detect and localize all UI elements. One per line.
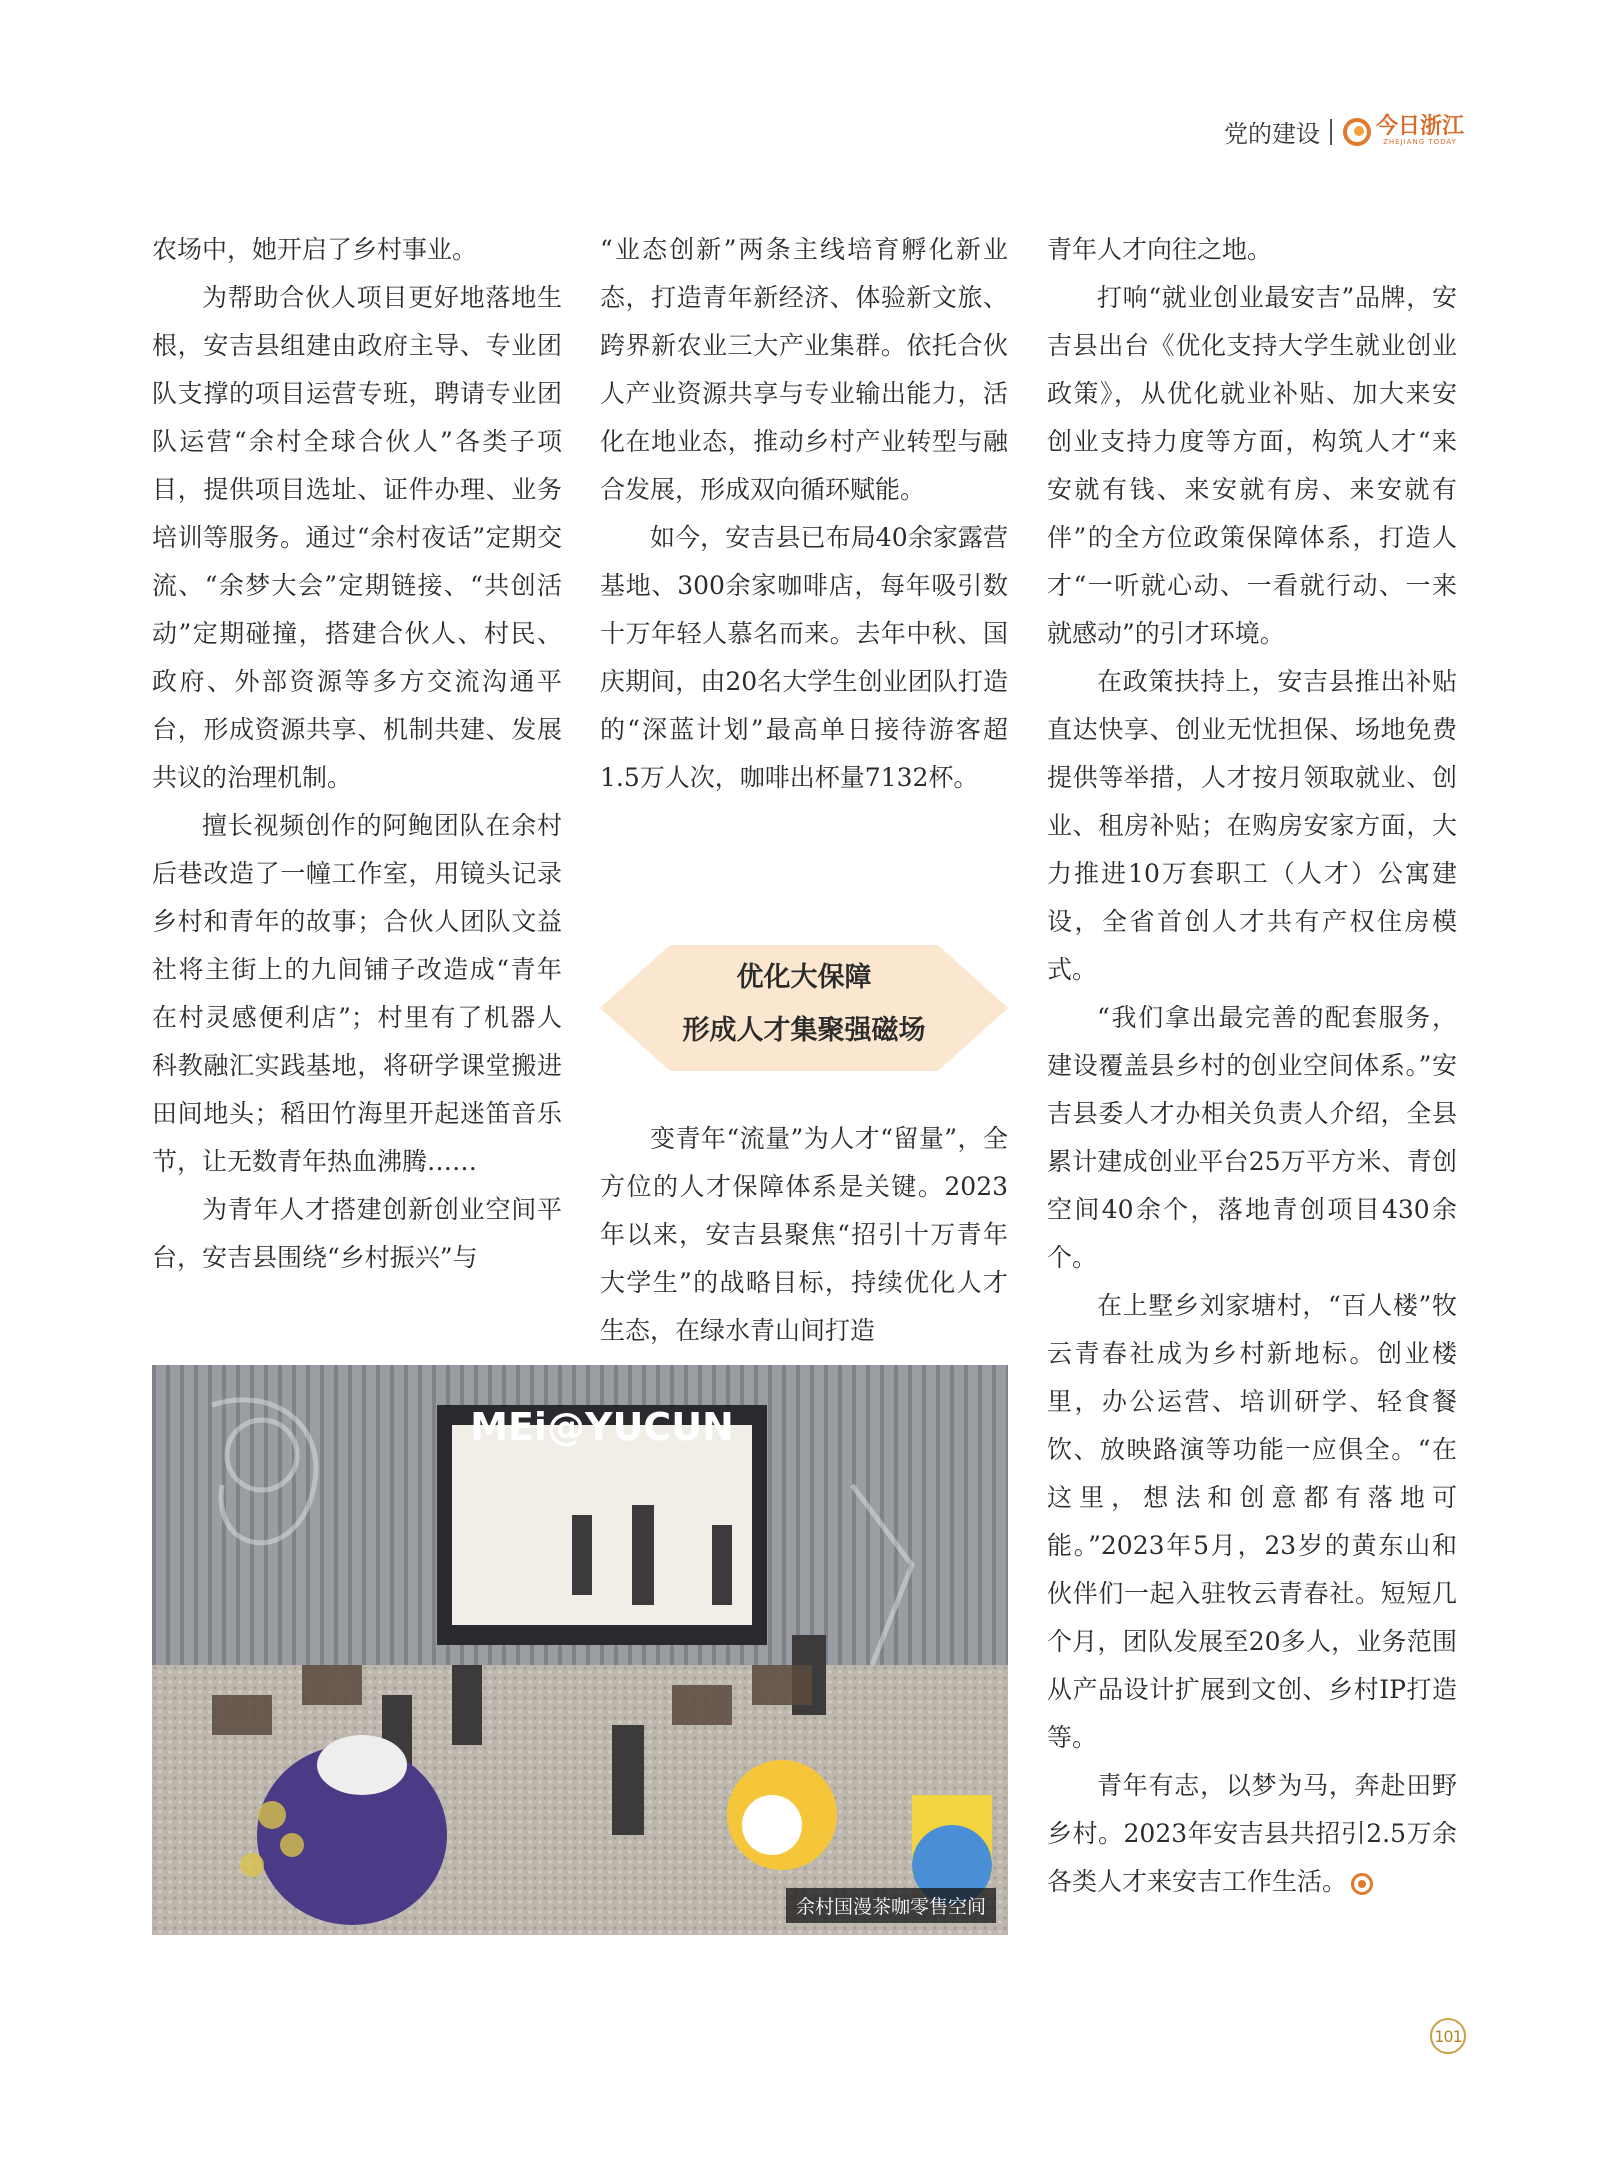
paragraph: 青年人才向往之地。 (1047, 235, 1273, 264)
article-column-1 (152, 226, 562, 1282)
paragraph: 变青年“流量”为人才“留量”，全方位的人才保障体系是关键。2023年以来，安吉县聚焦“招引十万青年大学生”的战略目标，持续优化人才生态，在绿水青山间打造 (600, 1124, 1008, 1345)
article-column-2 (600, 226, 1008, 802)
paragraph: 农场中，她开启了乡村事业。 (152, 235, 478, 264)
paragraph (1047, 1762, 1457, 1906)
section-subheading (600, 945, 1008, 1071)
final-paragraph-text: 青年有志，以梦为马，奔赴田野乡村。2023年安吉县共招引2.5万余各类人才来安吉工作生活。 (1047, 1771, 1457, 1896)
logo-subtitle: ZHEJIANG TODAY (1383, 138, 1457, 146)
photo-caption: 余村国漫茶咖零售空间 (786, 1888, 996, 1923)
paragraph: 为青年人才搭建创新创业空间平台，安吉县围绕“乡村振兴”与 (152, 1195, 562, 1272)
paragraph: “业态创新”两条主线培育孵化新业态，打造青年新经济、体验新文旅、跨界新农业三大产业集群。依托合伙人产业资源共享与专业输出能力，活化在地业态，推动乡村产业转型与融合发展，形成双向循环赋能。 (600, 235, 1008, 504)
photo-scene (152, 1365, 1008, 1935)
logo-swirl-icon (1342, 117, 1372, 147)
paragraph: “我们拿出最完善的配套服务，建设覆盖县乡村的创业空间体系。”安吉县委人才办相关负责人介绍，全县累计建成创业平台25万平方米、青创空间40余个，落地青创项目430余个。 (1047, 1003, 1457, 1272)
subheading-line-1: 优化大保障 (736, 962, 872, 993)
shop-sign-text: MEi@YUCUN (470, 1405, 734, 1449)
article-column-3 (1047, 226, 1457, 1906)
magazine-logo (1342, 116, 1464, 147)
article-column-2-continued (600, 1115, 1008, 1355)
logo-title: 今日浙江 (1375, 114, 1464, 139)
paragraph: 为帮助合伙人项目更好地落地生根，安吉县组建由政府主导、专业团队支撑的项目运营专班，聘请专业团队运营“余村全球合伙人”各类子项目，提供项目选址、证件办理、业务培训等服务。通过“余村夜话”定期交流、“余梦大会”定期链接、“共创活动”定期碰撞，搭建合伙人、村民、政府、外部资源等多方交流沟通平台，形成资源共享、机制共建、发展共议的治理机制。 (152, 283, 562, 792)
section-name: 党的建设 (1223, 120, 1320, 148)
paragraph: 在上墅乡刘家塘村，“百人楼”牧云青春社成为乡村新地标。创业楼里，办公运营、培训研学、轻食餐饮、放映路演等功能一应俱全。“在这里，想法和创意都有落地可能。”2023年5月，23岁的黄东山和伙伴们一起入驻牧云青春社。短短几个月，团队发展至20多人，业务范围从产品设计扩展到文创、乡村IP打造等。 (1047, 1291, 1457, 1752)
paragraph: 如今，安吉县已布局40余家露营基地、300余家咖啡店，每年吸引数十万年轻人慕名而来。去年中秋、国庆期间，由20名大学生创业团队打造的“深蓝计划”最高单日接待游客超1.5万人次，咖啡出杯量7132杯。 (600, 523, 1008, 792)
paragraph: 在政策扶持上，安吉县推出补贴直达快享、创业无忧担保、场地免费提供等举措，人才按月领取就业、创业、租房补贴；在购房安家方面，大力推进10万套职工（人才）公寓建设，全省首创人才共有产权住房模式。 (1047, 667, 1457, 984)
paragraph: 擅长视频创作的阿鲍团队在余村后巷改造了一幢工作室，用镜头记录乡村和青年的故事；合伙人团队文益社将主街上的九间铺子改造成“青年在村灵感便利店”；村里有了机器人科教融汇实践基地，将研学课堂搬进田间地头；稻田竹海里开起迷笛音乐节，让无数青年热血沸腾…… (152, 811, 562, 1176)
paragraph: 打响“就业创业最安吉”品牌，安吉县出台《优化支持大学生就业创业政策》，从优化就业补贴、加大来安创业支持力度等方面，构筑人才“来安就有钱、来安就有房、来安就有伴”的全方位政策保障体系，打造人才“一听就心动、一看就行动、一来就感动”的引才环境。 (1047, 283, 1457, 648)
end-mark-icon (1351, 1873, 1373, 1895)
page-header (1224, 114, 1464, 149)
page-number: 101 (1430, 2018, 1466, 2054)
header-divider (1330, 119, 1332, 145)
article-photo (152, 1365, 1008, 1935)
subheading-line-2: 形成人才集聚强磁场 (682, 1015, 926, 1046)
